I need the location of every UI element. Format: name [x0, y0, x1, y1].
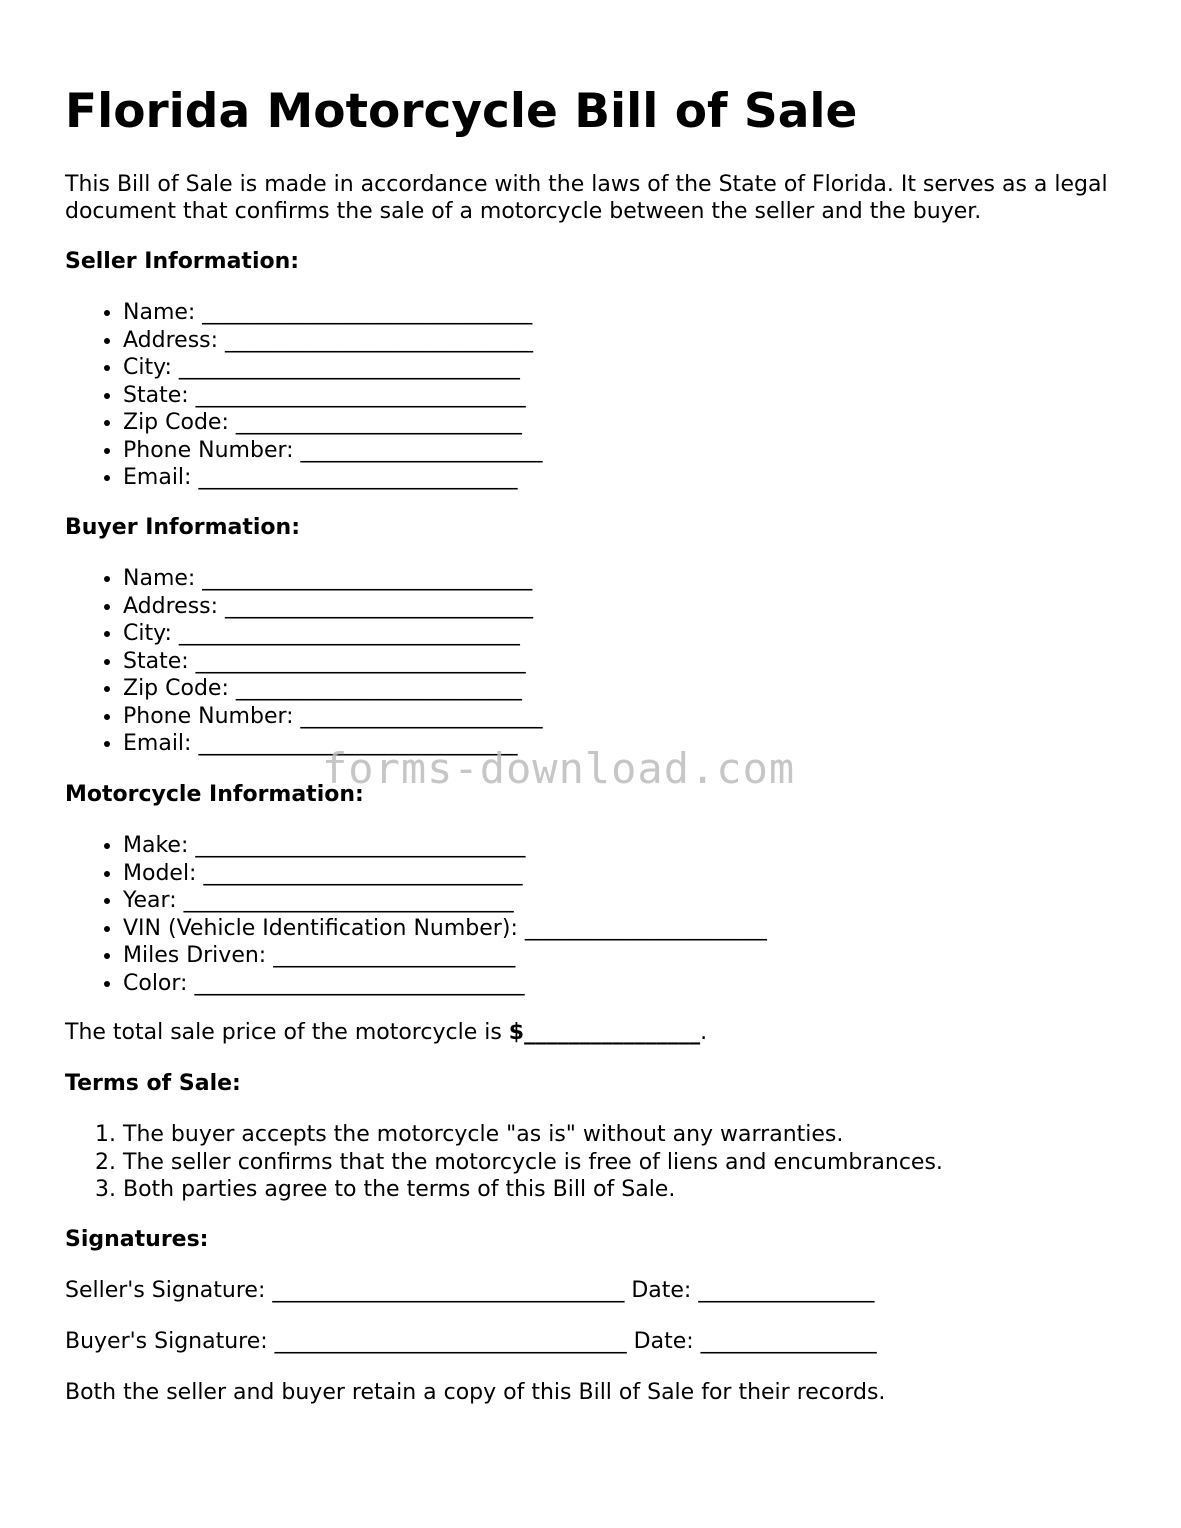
- seller-address-field: • Address: ____________________________: [123, 327, 543, 355]
- motorcycle-year-field: • Year: ______________________________: [123, 887, 767, 915]
- intro-paragraph: This Bill of Sale is made in accordance with the laws of the State of Florida. It serves as a legal document that confirms the sale of a motorcycle between the seller and the buyer.: [65, 172, 1108, 224]
- buyer-fields-list: [65, 565, 543, 758]
- document-title: Florida Motorcycle Bill of Sale: [65, 84, 858, 139]
- signatures-heading: Signatures:: [65, 1227, 209, 1252]
- seller-signature-line: Seller's Signature: ________________________________ Date: ________________: [65, 1278, 875, 1303]
- term-item: 3. Both parties agree to the terms of this Bill of Sale.: [123, 1176, 943, 1204]
- terms-heading: Terms of Sale:: [65, 1071, 241, 1096]
- motorcycle-make-field: • Make: ______________________________: [123, 832, 767, 860]
- buyer-zip-field: • Zip Code: __________________________: [123, 675, 543, 703]
- motorcycle-color-field: • Color: ______________________________: [123, 970, 767, 998]
- motorcycle-fields-list: [65, 832, 767, 997]
- buyer-signature-line: Buyer's Signature: ________________________________ Date: ________________: [65, 1329, 877, 1354]
- buyer-heading: Buyer Information:: [65, 515, 300, 540]
- motorcycle-heading: Motorcycle Information:: [65, 782, 364, 807]
- term-item: 1. The buyer accepts the motorcycle "as is" without any warranties.: [123, 1121, 943, 1149]
- seller-email-field: • Email: _____________________________: [123, 464, 543, 492]
- term-item: 2. The seller confirms that the motorcycle is free of liens and encumbrances.: [123, 1149, 943, 1177]
- seller-fields-list: [65, 299, 543, 492]
- seller-state-field: • State: ______________________________: [123, 382, 543, 410]
- seller-zip-field: • Zip Code: __________________________: [123, 409, 543, 437]
- sale-price-text: The total sale price of the motorcycle is: [65, 1020, 509, 1045]
- motorcycle-vin-field: • VIN (Vehicle Identification Number): ______________________: [123, 915, 767, 943]
- buyer-city-field: • City: _______________________________: [123, 620, 543, 648]
- motorcycle-miles-field: • Miles Driven: ______________________: [123, 942, 767, 970]
- buyer-email-field: • Email: _____________________________: [123, 730, 543, 758]
- seller-city-field: • City: _______________________________: [123, 354, 543, 382]
- buyer-state-field: • State: ______________________________: [123, 648, 543, 676]
- terms-list: [65, 1121, 943, 1204]
- seller-heading: Seller Information:: [65, 249, 300, 274]
- buyer-address-field: • Address: ____________________________: [123, 593, 543, 621]
- seller-name-field: • Name: ______________________________: [123, 299, 543, 327]
- sale-price-amount: $________________: [508, 1020, 701, 1045]
- buyer-name-field: • Name: ______________________________: [123, 565, 543, 593]
- watermark: forms-download.com: [322, 744, 796, 793]
- seller-phone-field: • Phone Number: ______________________: [123, 437, 543, 465]
- buyer-phone-field: • Phone Number: ______________________: [123, 703, 543, 731]
- motorcycle-model-field: • Model: _____________________________: [123, 860, 767, 888]
- sale-price-line: [65, 1019, 707, 1046]
- closing-statement: Both the seller and buyer retain a copy of this Bill of Sale for their records.: [65, 1380, 886, 1405]
- sale-price-end: .: [700, 1020, 708, 1045]
